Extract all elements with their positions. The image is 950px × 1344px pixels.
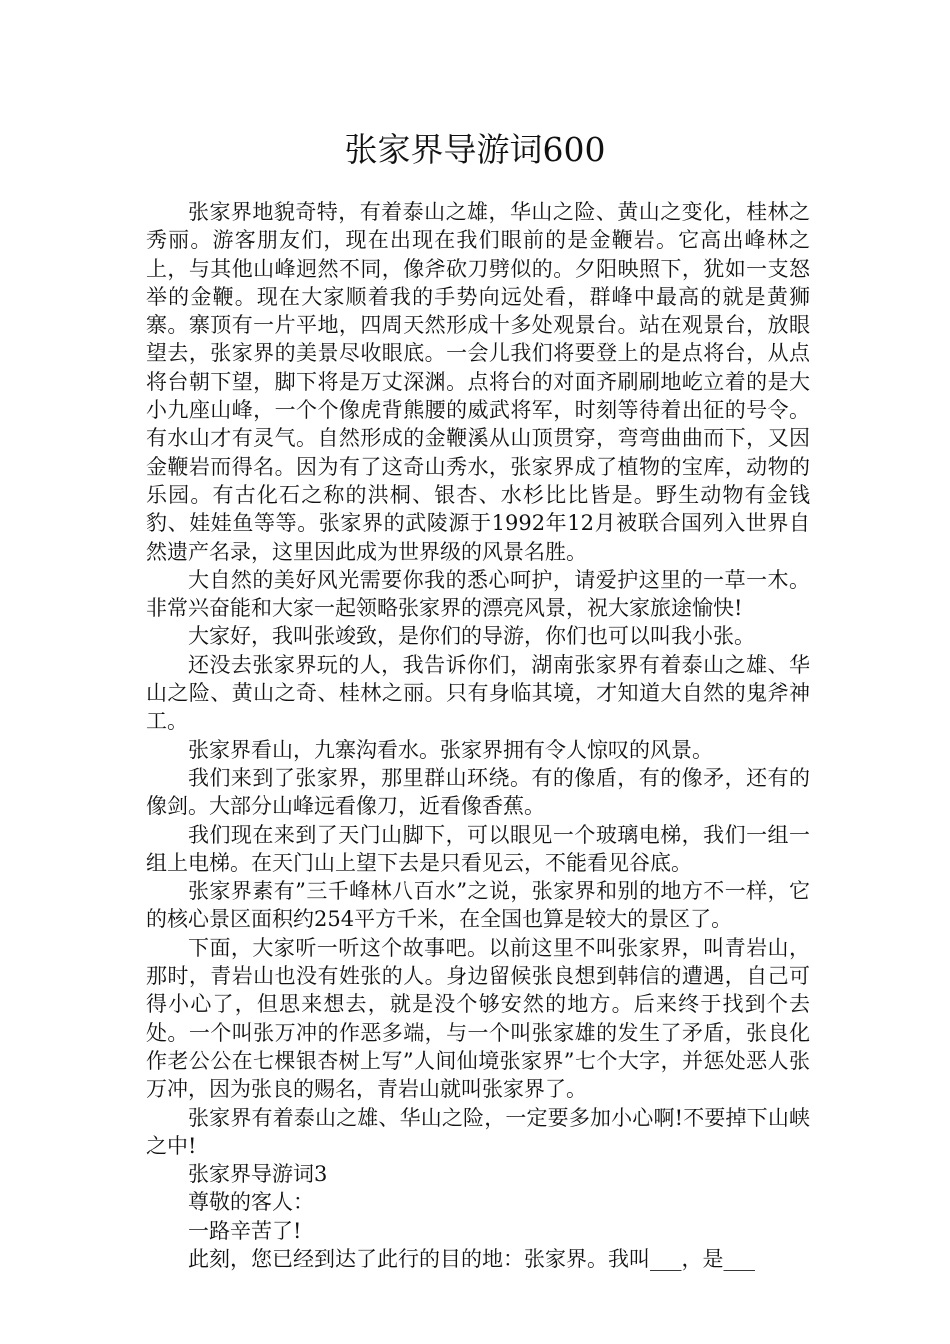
paragraph: 我们现在来到了天门山脚下，可以眼见一个玻璃电梯，我们一组一组上电梯。在天门山上望下去是只看见云，不能看见谷底。 — [146, 822, 810, 875]
paragraph: 张家界看山，九寨沟看水。张家界拥有令人惊叹的风景。 — [188, 737, 713, 762]
document-title: 张家界导游词600 — [344, 130, 606, 169]
paragraph: 大自然的美好风光需要你我的悉心呵护，请爱护这里的一草一木。非常兴奋能和大家一起领略张家界的漂亮风景，祝大家旅途愉快! — [146, 567, 810, 621]
paragraph: 张家界有着泰山之雄、华山之险，一定要多加小心啊!不要掉下山峡之中! — [146, 1105, 810, 1158]
paragraph: 一路辛苦了! — [188, 1218, 302, 1243]
paragraph: 张家界素有”三千峰林八百水”之说，张家界和别的地方不一样，它的核心景区面积约254平方千米，在全国也算是较大的景区了。 — [146, 879, 810, 932]
section-heading: 张家界导游词3 — [188, 1162, 328, 1187]
paragraph: 我们来到了张家界，那里群山环绕。有的像盾，有的像矛，还有的像剑。大部分山峰远看像刀，近看像香蕉。 — [146, 765, 810, 819]
paragraph: 还没去张家界玩的人，我告诉你们，湖南张家界有着泰山之雄、华山之险、黄山之奇、桂林之丽。只有身临其境，才知道大自然的鬼斧神工。 — [146, 652, 810, 734]
salutation: 尊敬的客人： — [188, 1190, 314, 1215]
document-body — [146, 198, 810, 1273]
paragraph: 下面，大家听一听这个故事吧。以前这里不叫张家界，叫青岩山，那时，青岩山也没有姓张的人。身边留候张良想到韩信的遭遇，自己可得小心了，但思来想去，就是没个够安然的地方。后来终于找到个去处。一个叫张万冲的作恶多端，与一个叫张家雄的发生了矛盾，张良化作老公公在七棵银杏树上写”人间仙境张家界”七个大字，并惩处恶人张万冲，因为张良的赐名，青岩山就叫张家界了。 — [146, 935, 810, 1102]
paragraph: 张家界地貌奇特，有着泰山之雄，华山之险、黄山之变化，桂林之秀丽。游客朋友们，现在出现在我们眼前的是金鞭岩。它高出峰林之上，与其他山峰迥然不同，像斧砍刀劈似的。夕阳映照下，犹如一支怒举的金鞭。现在大家顺着我的手势向远处看，群峰中最高的就是黄狮寨。寨顶有一片平地，四周天然形成十多处观景台。站在观景台，放眼望去，张家界的美景尽收眼底。一会儿我们将要登上的是点将台，从点将台朝下望，脚下将是万丈深渊。点将台的对面齐刷刷地屹立着的是大小九座山峰，一个个像虎背熊腰的威武将军，时刻等待着出征的号令。有水山才有灵气。自然形成的金鞭溪从山顶贯穿，弯弯曲曲而下，又因金鞭岩而得名。因为有了这奇山秀水，张家界成了植物的宝库，动物的乐园。有古化石之称的洪桐、银杏、水杉比比皆是。野生动物有金钱豹、娃娃鱼等等。张家界的武陵源于1992年12月被联合国列入世界自然遗产名录，这里因此成为世界级的风景名胜。 — [146, 200, 810, 564]
paragraph: 大家好，我叫张竣致，是你们的导游，你们也可以叫我小张。 — [188, 624, 755, 649]
paragraph: 此刻，您已经到达了此行的目的地：张家界。我叫___，是___ — [188, 1246, 755, 1271]
